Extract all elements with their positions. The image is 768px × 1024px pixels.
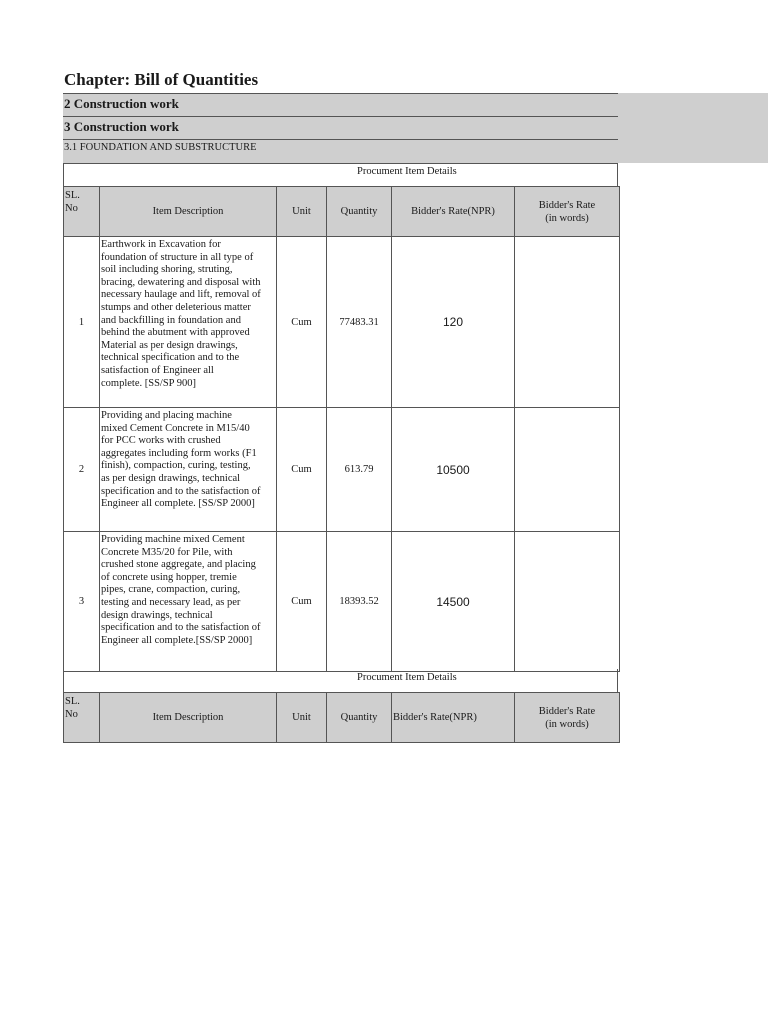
item-unit: Cum <box>277 237 327 408</box>
boq-table-repeated-header <box>63 692 620 743</box>
item-rate-words[interactable] <box>515 532 620 672</box>
table-row <box>64 237 620 408</box>
column-header-sl-no: SL. No <box>64 187 100 237</box>
section-heading-3: 3 Construction work <box>63 116 618 139</box>
item-description: Earthwork in Excavation for foundation of structure in all type of soil including shoring, struting, bracing, dewatering and disposal with necessary haulage and lift, removal of stumps and other deleterious matter and backfilling in foundation and behind the abutment with approved Material as per design drawings, technical specification and to the satisfaction of Engineer all complete. [SS/SP 900] <box>100 237 277 408</box>
page-title: Chapter: Bill of Quantities <box>64 70 259 89</box>
item-rate-words[interactable] <box>515 237 620 408</box>
item-rate-words[interactable] <box>515 408 620 532</box>
procurement-label-text: Procument Item Details <box>357 672 457 683</box>
column-header-quantity: Quantity <box>327 693 392 743</box>
table-row <box>64 408 620 532</box>
header-gray-band <box>618 93 768 163</box>
table-row <box>64 532 620 672</box>
item-rate-npr[interactable]: 120 <box>392 237 515 408</box>
procurement-label <box>63 669 618 692</box>
item-sl-no: 2 <box>64 408 100 532</box>
column-header-quantity: Quantity <box>327 187 392 237</box>
item-description: Providing machine mixed Cement Concrete M35/20 for Pile, with crushed stone aggregate, and placing of concrete using hopper, tremie pipes, crane, compaction, curing, testing and necessary lead, as per design drawings, technical specification and to the satisfaction of Engineer all complete.[SS/SP 2000] <box>100 532 277 672</box>
item-description: Providing and placing machine mixed Cement Concrete in M15/40 for PCC works with crushed aggregates including form works (F1 finish), compaction, curing, testing, as per design drawings, technical specification and to the satisfaction of Engineer all complete. [SS/SP 2000] <box>100 408 277 532</box>
column-header-sl-no: SL. No <box>64 693 100 743</box>
item-rate-npr[interactable]: 10500 <box>392 408 515 532</box>
item-unit: Cum <box>277 532 327 672</box>
item-rate-npr[interactable]: 14500 <box>392 532 515 672</box>
item-quantity: 77483.31 <box>327 237 392 408</box>
section-heading-2: 2 Construction work <box>63 93 618 116</box>
item-quantity: 613.79 <box>327 408 392 532</box>
procurement-label <box>63 163 618 186</box>
item-unit: Cum <box>277 408 327 532</box>
item-sl-no: 1 <box>64 237 100 408</box>
item-sl-no: 3 <box>64 532 100 672</box>
boq-table <box>63 186 620 672</box>
column-header-unit: Unit <box>277 187 327 237</box>
procurement-label-text: Procument Item Details <box>357 166 457 177</box>
subsection-heading-3-1: 3.1 FOUNDATION AND SUBSTRUCTURE <box>63 139 618 164</box>
column-header-unit: Unit <box>277 693 327 743</box>
item-quantity: 18393.52 <box>327 532 392 672</box>
column-header-bidders-rate-words: Bidder's Rate (in words) <box>515 693 620 743</box>
column-header-item-description: Item Description <box>100 693 277 743</box>
column-header-bidders-rate-words: Bidder's Rate (in words) <box>515 187 620 237</box>
column-header-bidders-rate-npr: Bidder's Rate(NPR) <box>392 693 515 743</box>
column-header-bidders-rate-npr: Bidder's Rate(NPR) <box>392 187 515 237</box>
table-header-row <box>64 693 620 743</box>
table-header-row <box>64 187 620 237</box>
column-header-item-description: Item Description <box>100 187 277 237</box>
